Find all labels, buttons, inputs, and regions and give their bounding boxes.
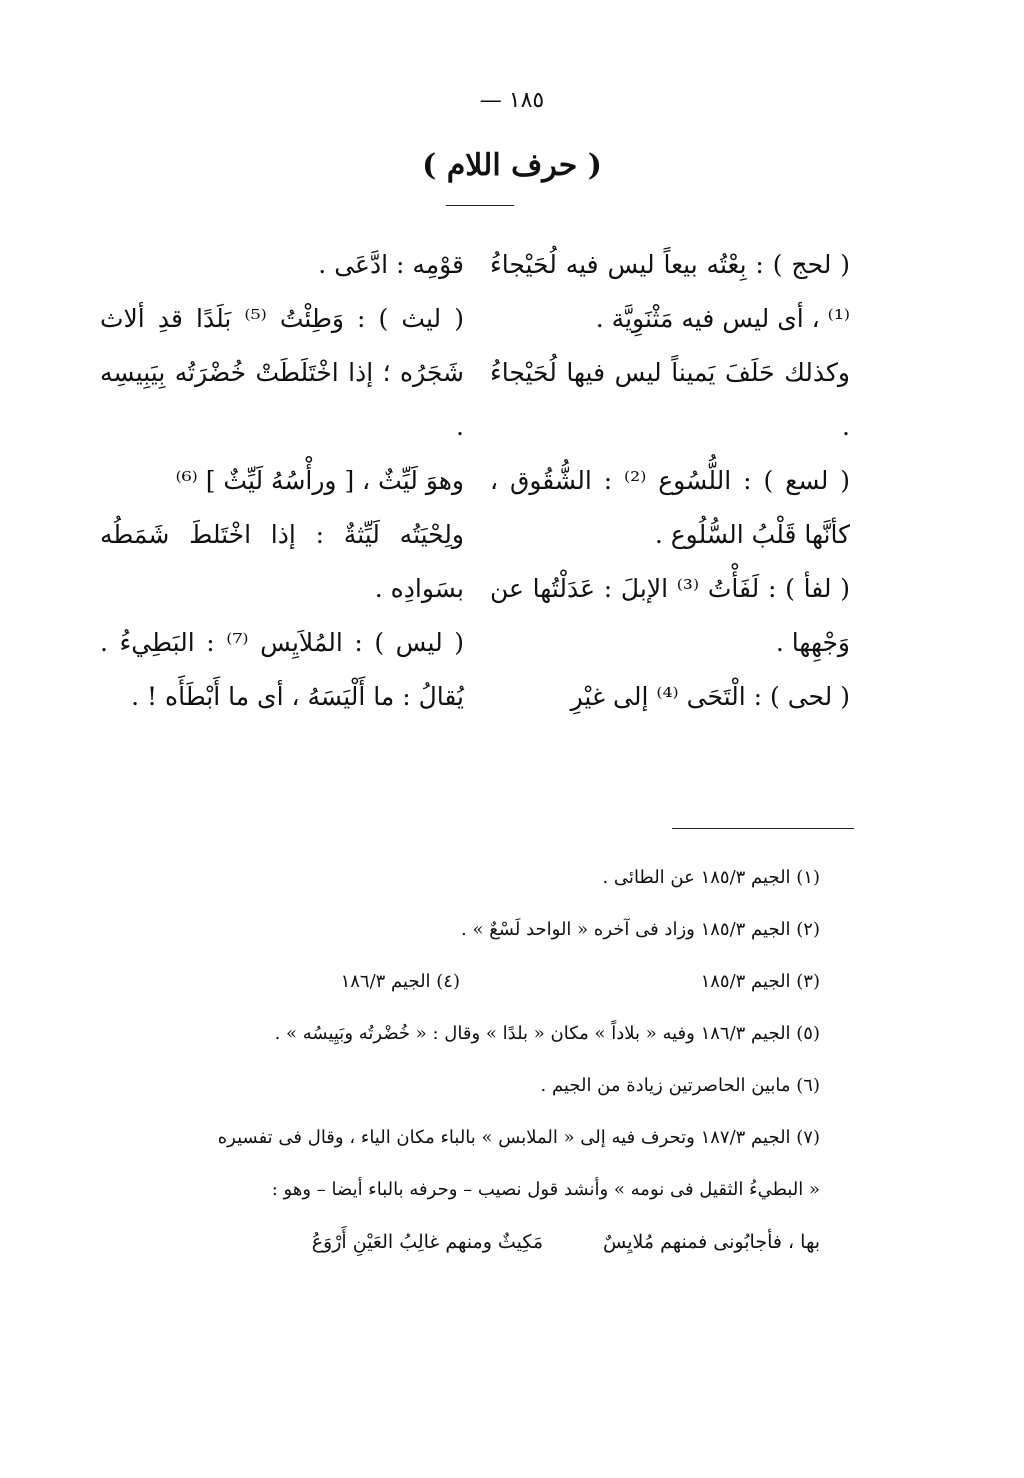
footnote-3-4	[100, 956, 820, 1008]
footnotes	[100, 852, 820, 1268]
footnote-rule	[672, 828, 854, 829]
footnote-2: (٢) الجيم ١٨٥/٣ وزاد فى آخره « الواحد لَسْعٌ » .	[461, 919, 820, 940]
entry-laha-cont: قوْمِه : ادَّعَى .	[318, 250, 464, 279]
footnote-3: (٣) الجيم ١٨٥/٣	[700, 971, 820, 992]
footnote-6: (٦) مابين الحاصرتين زيادة من الجيم .	[540, 1075, 820, 1096]
left-column	[100, 238, 464, 724]
right-column	[490, 238, 850, 724]
footnote-7-line-2: « البطيءُ الثقيل فى نومه » وأنشد قول نصيب – وحرفه بالباء أيضا – وهو :	[271, 1179, 820, 1200]
entry-layth: ( ليث ) : وَطِئْتُ ⁽⁵⁾ بَلَدًا قدِ ألاث شَجَرُه ؛ إذا اخْتَلَطَتْ خُضْرَتُه بِيَبِيسِه .	[100, 304, 464, 441]
entry-layth-beard: ولِحْيَتُه لَيِّثةٌ : إذا اخْتَلطَ شَمَطُه بسَوادِه .	[100, 520, 464, 603]
footnote-1: (١) الجيم ١٨٥/٣ عن الطائى .	[602, 867, 820, 888]
entry-laha: ( لحى ) : الْتَحَى ⁽⁴⁾ إلى غيْرِ	[570, 682, 850, 711]
entry-lafa: ( لفأ ) : لَفَأْتُ ⁽³⁾ الإبلَ : عَدَلْتُها عن وَجْهِها .	[490, 574, 850, 657]
verse-hemistich-2: مَكِيثٌ ومنهم غالِبُ العَيْنِ أَرْوَعُ	[311, 1231, 543, 1253]
entry-lays: ( ليس ) : المُلاَيِس ⁽⁷⁾ : البَطِيءُ . يُقالُ : ما أَلْيَسَهُ ، أى ما أَبْطَأَه ! .	[100, 628, 464, 711]
verse-hemistich-1: بها ، فأجابُونى فمنهم مُلايِسٌ	[603, 1231, 820, 1253]
entry-layth-person: وهوَ لَيِّثٌ ، [ ورأْسُهُ لَيِّثٌ ] ⁽⁶⁾	[175, 466, 464, 495]
title-rule	[446, 205, 514, 206]
entry-lahaj: ( لحج ) : بِعْتُه بيعاً ليس فيه لُحَيْجاءُ ⁽¹⁾ ، أى ليس فيه مَثْنَوِيَّة .	[490, 250, 850, 333]
footnote-4: (٤) الجيم ١٨٦/٣	[340, 971, 460, 992]
entry-lasa: ( لسع ) : اللُّسُوع ⁽²⁾ : الشُّقُوق ، كأنَّها قَلْبُ السُّلُوع .	[490, 466, 850, 549]
page-number: — ١٨٥	[479, 88, 545, 113]
verse-line	[100, 1216, 820, 1268]
entry-lahaj-oath: وكذلك حَلَفَ يَميناً ليس فيها لُحَيْجاءُ .	[490, 358, 850, 441]
footnote-7-line-1: (٧) الجيم ١٨٧/٣ وتحرف فيه إلى « الملابس » بالباء مكان الياء ، وقال فى تفسيره	[217, 1127, 820, 1148]
footnote-5: (٥) الجيم ١٨٦/٣ وفيه « بلاداً » مكان « بلدًا » وقال : « خُضْرتُه وبَيِيسُه » .	[274, 1023, 820, 1044]
chapter-title: ( حرف اللام )	[422, 148, 602, 183]
